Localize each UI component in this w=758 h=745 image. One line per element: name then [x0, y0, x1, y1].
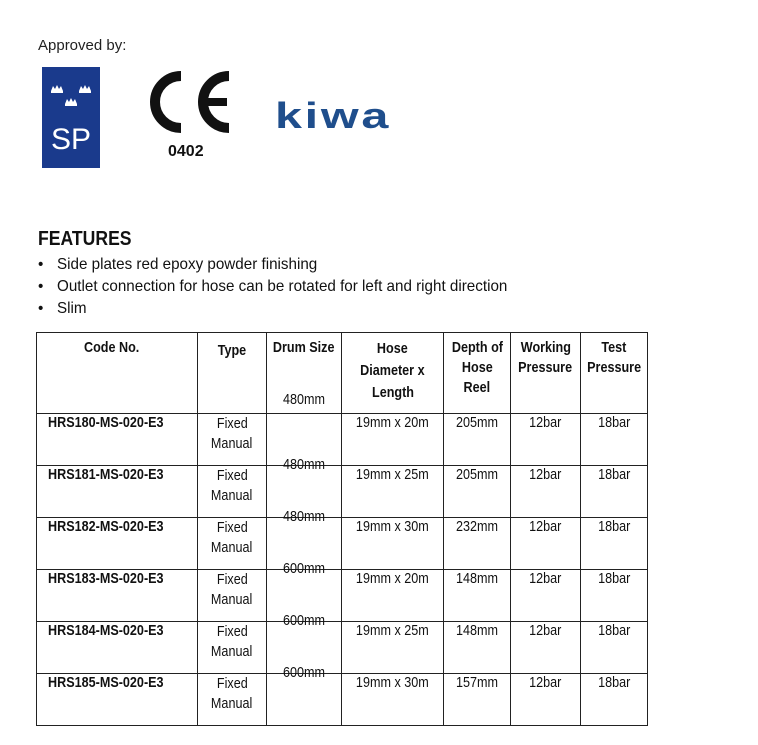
feature-item: • Outlet connection for hose can be rotated for left and right direction [38, 278, 508, 295]
cell-working-pressure: 12bar [511, 570, 581, 622]
table-header-row [37, 333, 648, 414]
cell-hose: 19mm x 25m [342, 466, 444, 518]
cell-test-pressure: 18bar [581, 414, 648, 466]
cell-working-pressure: 12bar [511, 674, 581, 726]
cell-hose: 19mm x 20m [342, 570, 444, 622]
cell-depth: 205mm [444, 414, 511, 466]
feature-item-text: Side plates red epoxy powder finishing [57, 256, 318, 273]
cell-code: HRS182-MS-020-E3 [37, 518, 198, 570]
header-working-pressure: Working Pressure [511, 333, 581, 414]
cell-test-pressure: 18bar [581, 570, 648, 622]
cell-test-pressure: 18bar [581, 518, 648, 570]
cell-type: Fixed Manual [198, 622, 267, 674]
cell-type: Fixed Manual [198, 518, 267, 570]
cell-hose: 19mm x 20m [342, 414, 444, 466]
cell-working-pressure: 12bar [511, 466, 581, 518]
cell-working-pressure: 12bar [511, 622, 581, 674]
sp-logo [42, 67, 100, 168]
feature-item-text: Slim [57, 300, 87, 317]
header-code: Code No. [37, 333, 198, 414]
table-row [37, 414, 648, 466]
cell-hose: 19mm x 30m [342, 674, 444, 726]
table-row [37, 466, 648, 518]
cell-code: HRS183-MS-020-E3 [37, 570, 198, 622]
cell-drum [267, 622, 342, 681]
cell-code: HRS185-MS-020-E3 [37, 674, 198, 726]
drum-size-value: 600mm [282, 612, 326, 629]
cell-type: Fixed Manual [198, 414, 267, 466]
cell-drum [267, 518, 342, 577]
drum-size-value: 600mm [282, 560, 326, 577]
specification-table [36, 332, 648, 726]
ce-mark-logo [147, 70, 237, 134]
cell-drum [267, 466, 342, 525]
cell-code: HRS180-MS-020-E3 [37, 414, 198, 466]
cell-hose: 19mm x 30m [342, 518, 444, 570]
table-row [37, 570, 648, 622]
drum-size-value: 480mm [282, 508, 326, 525]
feature-item-text: Outlet connection for hose can be rotated for left and right direction [57, 278, 508, 295]
cell-code: HRS184-MS-020-E3 [37, 622, 198, 674]
cell-type: Fixed Manual [198, 466, 267, 518]
ce-notified-body-number: 0402 [168, 143, 204, 160]
cell-drum [267, 674, 342, 726]
drum-size-value: 480mm [282, 456, 326, 473]
cell-test-pressure: 18bar [581, 466, 648, 518]
features-title: FEATURES [38, 228, 132, 250]
cell-working-pressure: 12bar [511, 518, 581, 570]
cell-type: Fixed Manual [198, 674, 267, 726]
cell-test-pressure: 18bar [581, 622, 648, 674]
cell-depth: 148mm [444, 570, 511, 622]
sp-logo-text: SP [50, 123, 92, 156]
drum-size-value: 600mm [282, 664, 326, 681]
cell-drum [267, 570, 342, 629]
table-row [37, 622, 648, 674]
header-drum-size: Drum Size 480mm [267, 333, 342, 414]
cell-depth: 205mm [444, 466, 511, 518]
feature-item: • Side plates red epoxy powder finishing [38, 256, 318, 273]
table-row [37, 674, 648, 726]
cell-drum [267, 414, 342, 473]
drum-size-value: 480mm [282, 391, 326, 408]
cell-test-pressure: 18bar [581, 674, 648, 726]
kiwa-logo [275, 98, 393, 134]
approved-by-label: Approved by: [38, 37, 127, 54]
table-row [37, 518, 648, 570]
feature-item: • Slim [38, 300, 87, 317]
header-depth: Depth of Hose Reel [444, 333, 511, 414]
cell-code: HRS181-MS-020-E3 [37, 466, 198, 518]
features-list [38, 254, 532, 320]
cell-depth: 157mm [444, 674, 511, 726]
header-type: Type [198, 333, 267, 414]
kiwa-logo-text: kiwa [275, 98, 391, 134]
cell-depth: 148mm [444, 622, 511, 674]
cell-hose: 19mm x 25m [342, 622, 444, 674]
cell-working-pressure: 12bar [511, 414, 581, 466]
header-test-pressure: Test Pressure [581, 333, 648, 414]
cell-depth: 232mm [444, 518, 511, 570]
cell-type: Fixed Manual [198, 570, 267, 622]
header-hose: Hose Diameter x Length [342, 333, 444, 414]
